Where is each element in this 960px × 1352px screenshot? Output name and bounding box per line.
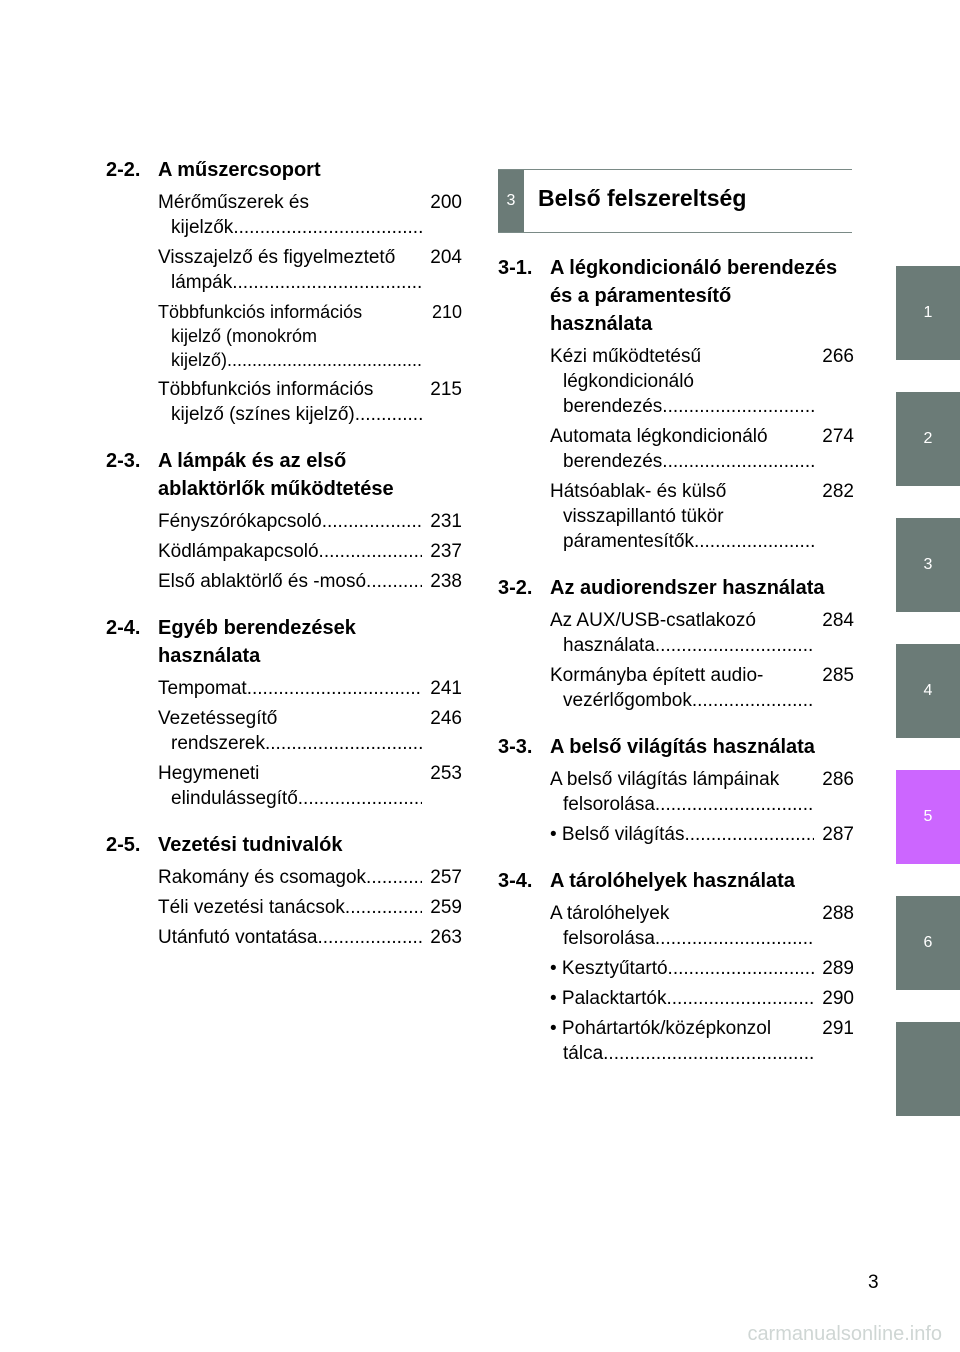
toc-section-2-4 bbox=[106, 614, 462, 811]
toc-entry[interactable] bbox=[550, 986, 854, 1011]
section-title bbox=[158, 447, 462, 503]
entry-line: A belső világítás lámpáinak bbox=[550, 769, 780, 790]
dot-leader bbox=[694, 529, 814, 554]
dot-leader bbox=[603, 1041, 814, 1066]
entry-text: Fényszórókapcsoló bbox=[158, 511, 322, 532]
section-title bbox=[550, 867, 854, 895]
toc-section-2-2 bbox=[106, 156, 462, 427]
toc-entry[interactable] bbox=[550, 344, 854, 419]
toc-right-column bbox=[498, 254, 854, 1086]
entry-line bbox=[550, 688, 814, 713]
entry-line bbox=[550, 792, 814, 817]
entry-page-number: 287 bbox=[822, 824, 854, 845]
toc-section-3-4 bbox=[498, 867, 854, 1066]
entry-line: Mérőműszerek és bbox=[158, 192, 309, 213]
section-title-line: Az audiorendszer használata bbox=[550, 577, 825, 599]
section-number: 3-3. bbox=[498, 736, 533, 758]
section-heading[interactable] bbox=[106, 156, 462, 184]
dot-leader bbox=[366, 865, 422, 890]
entry-page-number: 204 bbox=[430, 247, 462, 268]
section-title-line: A tárolóhelyek használata bbox=[550, 870, 795, 892]
toc-entry[interactable] bbox=[158, 509, 462, 534]
entry-text: Téli vezetési tanácsok bbox=[158, 897, 345, 918]
dot-leader bbox=[655, 792, 814, 817]
dot-leader bbox=[233, 215, 422, 240]
toc-section-3-3 bbox=[498, 733, 854, 847]
dot-leader bbox=[366, 569, 422, 594]
entry-page-number: 237 bbox=[430, 541, 462, 562]
toc-entry[interactable] bbox=[550, 901, 854, 951]
toc-entry[interactable] bbox=[550, 663, 854, 713]
entry-page-number: 286 bbox=[822, 769, 854, 790]
dot-leader bbox=[662, 394, 814, 419]
entry-line: légkondicionáló bbox=[563, 371, 694, 392]
section-heading[interactable] bbox=[106, 447, 462, 503]
chapter-tab-2[interactable]: 2 bbox=[896, 392, 960, 486]
toc-section-3-1 bbox=[498, 254, 854, 554]
dot-leader bbox=[298, 786, 422, 811]
entry-line bbox=[158, 509, 422, 534]
chapter-tab-index[interactable] bbox=[896, 1022, 960, 1116]
toc-entry[interactable] bbox=[550, 608, 854, 658]
entry-text: felsorolása bbox=[563, 928, 655, 949]
section-title-line: ablaktörlők működtetése bbox=[158, 478, 394, 500]
dot-leader bbox=[662, 449, 814, 474]
section-title-line: A légkondicionáló berendezés bbox=[550, 257, 838, 279]
entry-line bbox=[158, 925, 422, 950]
entry-page-number: 200 bbox=[430, 192, 462, 213]
entry-text: kijelző (színes kijelző) bbox=[171, 404, 355, 425]
chapter-header bbox=[498, 169, 852, 233]
entry-page-number: 246 bbox=[430, 708, 462, 729]
entry-line bbox=[550, 1041, 814, 1066]
toc-left-column bbox=[106, 156, 462, 970]
section-title bbox=[158, 831, 462, 859]
entry-line bbox=[158, 895, 422, 920]
entry-text: berendezés bbox=[563, 396, 663, 417]
section-title-line: A műszercsoport bbox=[158, 159, 321, 181]
entry-text: tálca bbox=[563, 1043, 604, 1064]
section-title bbox=[550, 254, 854, 338]
section-title-line: használata bbox=[550, 313, 653, 335]
section-title bbox=[550, 733, 854, 761]
section-title bbox=[158, 156, 462, 184]
chapter-tab-6[interactable]: 6 bbox=[896, 896, 960, 990]
dot-leader bbox=[232, 270, 422, 295]
entry-line: Többfunkciós információs bbox=[158, 379, 374, 400]
section-heading[interactable] bbox=[498, 867, 854, 895]
toc-entry[interactable] bbox=[158, 245, 462, 295]
dot-leader bbox=[265, 731, 422, 756]
section-number: 2-5. bbox=[106, 834, 141, 856]
entry-line bbox=[158, 215, 422, 240]
section-heading[interactable] bbox=[106, 614, 462, 670]
dot-leader bbox=[692, 688, 814, 713]
entry-line bbox=[550, 449, 814, 474]
chapter-tab-4[interactable]: 4 bbox=[896, 644, 960, 738]
toc-entry[interactable] bbox=[158, 377, 462, 427]
toc-entry[interactable] bbox=[550, 956, 854, 981]
chapter-title: Belső felszereltség bbox=[538, 185, 747, 211]
entry-page-number: 282 bbox=[822, 481, 854, 502]
section-heading[interactable] bbox=[498, 733, 854, 761]
entry-text: berendezés bbox=[563, 451, 663, 472]
entry-line bbox=[550, 633, 814, 658]
entry-text: kijelzők bbox=[171, 217, 234, 238]
toc-section-3-2 bbox=[498, 574, 854, 713]
section-number: 3-4. bbox=[498, 870, 533, 892]
dot-leader bbox=[668, 956, 814, 981]
entry-line bbox=[158, 731, 422, 756]
dot-leader bbox=[318, 925, 423, 950]
entry-text: használata bbox=[563, 635, 655, 656]
entry-line bbox=[158, 270, 422, 295]
toc-section-2-3 bbox=[106, 447, 462, 594]
toc-entry[interactable] bbox=[550, 822, 854, 847]
chapter-number-tab: 3 bbox=[498, 170, 524, 232]
page-number: 3 bbox=[868, 1272, 879, 1293]
dot-leader bbox=[227, 348, 422, 372]
chapter-tab-3[interactable]: 3 bbox=[896, 518, 960, 612]
entry-line bbox=[550, 956, 814, 981]
section-title-line: A belső világítás használata bbox=[550, 736, 815, 758]
entry-page-number: 289 bbox=[822, 958, 854, 979]
section-heading[interactable] bbox=[498, 254, 854, 338]
entry-line bbox=[550, 926, 814, 951]
section-title-line: Vezetési tudnivalók bbox=[158, 834, 343, 856]
entry-line: Többfunkciós információs bbox=[158, 302, 363, 322]
section-title-line: A lámpák és az első bbox=[158, 450, 347, 472]
dot-leader bbox=[655, 633, 814, 658]
dot-leader bbox=[322, 509, 422, 534]
entry-page-number: 290 bbox=[822, 988, 854, 1009]
toc-entry[interactable] bbox=[550, 767, 854, 817]
entry-line: Az AUX/USB-csatlakozó bbox=[550, 610, 756, 631]
entry-page-number: 210 bbox=[431, 302, 462, 322]
entry-page-number: 288 bbox=[822, 903, 854, 924]
section-heading[interactable] bbox=[106, 831, 462, 859]
section-title bbox=[550, 574, 854, 602]
entry-line bbox=[158, 539, 422, 564]
toc-entry[interactable] bbox=[158, 865, 462, 890]
entry-line bbox=[158, 676, 422, 701]
entry-text: Utánfutó vontatása bbox=[158, 927, 318, 948]
toc-entry[interactable] bbox=[158, 300, 462, 372]
section-number: 2-4. bbox=[106, 617, 141, 639]
toc-entry[interactable] bbox=[550, 424, 854, 474]
entry-page-number: 257 bbox=[430, 867, 462, 888]
dot-leader bbox=[684, 822, 814, 847]
chapter-tab-1[interactable]: 1 bbox=[896, 266, 960, 360]
entry-line: Kézi működtetésű bbox=[550, 346, 702, 367]
entry-text: Rakomány és csomagok bbox=[158, 867, 367, 888]
entry-line: Hátsóablak- és külső bbox=[550, 481, 727, 502]
toc-section-2-5 bbox=[106, 831, 462, 950]
toc-entry[interactable] bbox=[158, 539, 462, 564]
entry-page-number: 263 bbox=[430, 927, 462, 948]
entry-line: Hegymeneti bbox=[158, 763, 260, 784]
entry-text: Tempomat bbox=[158, 678, 247, 699]
entry-page-number: 238 bbox=[430, 571, 462, 592]
entry-line bbox=[158, 786, 422, 811]
entry-line: Kormányba épített audio- bbox=[550, 665, 764, 686]
entry-page-number: 241 bbox=[430, 678, 462, 699]
section-number: 2-2. bbox=[106, 159, 141, 181]
entry-text: Első ablaktörlő és -mosó bbox=[158, 571, 367, 592]
entry-line: • Pohártartók/középkonzol bbox=[550, 1018, 772, 1039]
section-title bbox=[158, 614, 462, 670]
entry-text: • Palacktartók bbox=[550, 988, 667, 1009]
section-title-line: használata bbox=[158, 645, 261, 667]
entry-page-number: 253 bbox=[430, 763, 462, 784]
chapter-tab-5[interactable]: 5 bbox=[896, 770, 960, 864]
entry-line: Automata légkondicionáló bbox=[550, 426, 768, 447]
entry-line: Vezetéssegítő bbox=[158, 708, 278, 729]
entry-page-number: 215 bbox=[430, 379, 462, 400]
toc-entry[interactable] bbox=[158, 569, 462, 594]
entry-line: Visszajelző és figyelmeztető bbox=[158, 247, 396, 268]
entry-line bbox=[158, 569, 422, 594]
entry-line bbox=[550, 529, 814, 554]
entry-page-number: 259 bbox=[430, 897, 462, 918]
section-number: 3-1. bbox=[498, 257, 533, 279]
dot-leader bbox=[247, 676, 422, 701]
entry-line bbox=[158, 348, 422, 372]
entry-text: kijelző) bbox=[171, 350, 228, 370]
entry-line: A tárolóhelyek bbox=[550, 903, 670, 924]
entry-page-number: 231 bbox=[430, 511, 462, 532]
entry-text: elindulássegítő bbox=[171, 788, 298, 809]
section-title-line: Egyéb berendezések bbox=[158, 617, 356, 639]
entry-page-number: 266 bbox=[822, 346, 854, 367]
entry-page-number: 284 bbox=[822, 610, 854, 631]
toc-entry[interactable] bbox=[158, 676, 462, 701]
dot-leader bbox=[666, 986, 814, 1011]
dot-leader bbox=[355, 402, 422, 427]
toc-entry[interactable] bbox=[158, 895, 462, 920]
toc-entry[interactable] bbox=[550, 479, 854, 554]
entry-page-number: 291 bbox=[822, 1018, 854, 1039]
entry-text: páramentesítők bbox=[563, 531, 694, 552]
entry-page-number: 285 bbox=[822, 665, 854, 686]
dot-leader bbox=[319, 539, 422, 564]
entry-page-number: 274 bbox=[822, 426, 854, 447]
toc-entry[interactable] bbox=[158, 190, 462, 240]
entry-text: • Belső világítás bbox=[550, 824, 685, 845]
entry-line bbox=[550, 394, 814, 419]
entry-line: kijelző (monokróm bbox=[171, 326, 318, 346]
entry-line bbox=[158, 865, 422, 890]
toc-entry[interactable] bbox=[158, 706, 462, 756]
watermark: carmanualsonline.info bbox=[747, 1323, 942, 1345]
section-title-line: és a páramentesítő bbox=[550, 285, 732, 307]
section-number: 3-2. bbox=[498, 577, 533, 599]
section-heading[interactable] bbox=[498, 574, 854, 602]
entry-text: felsorolása bbox=[563, 794, 655, 815]
entry-line: visszapillantó tükör bbox=[563, 506, 724, 527]
entry-line bbox=[550, 986, 814, 1011]
toc-entry[interactable] bbox=[550, 1016, 854, 1066]
entry-line bbox=[550, 822, 814, 847]
dot-leader bbox=[655, 926, 814, 951]
dot-leader bbox=[345, 895, 422, 920]
entry-text: rendszerek bbox=[171, 733, 265, 754]
section-number: 2-3. bbox=[106, 450, 141, 472]
entry-text: • Kesztyűtartó bbox=[550, 958, 668, 979]
entry-text: lámpák bbox=[171, 272, 233, 293]
toc-entry[interactable] bbox=[158, 925, 462, 950]
entry-line bbox=[158, 402, 422, 427]
entry-text: Ködlámpakapcsoló bbox=[158, 541, 319, 562]
entry-text: vezérlőgombok bbox=[563, 690, 692, 711]
toc-entry[interactable] bbox=[158, 761, 462, 811]
